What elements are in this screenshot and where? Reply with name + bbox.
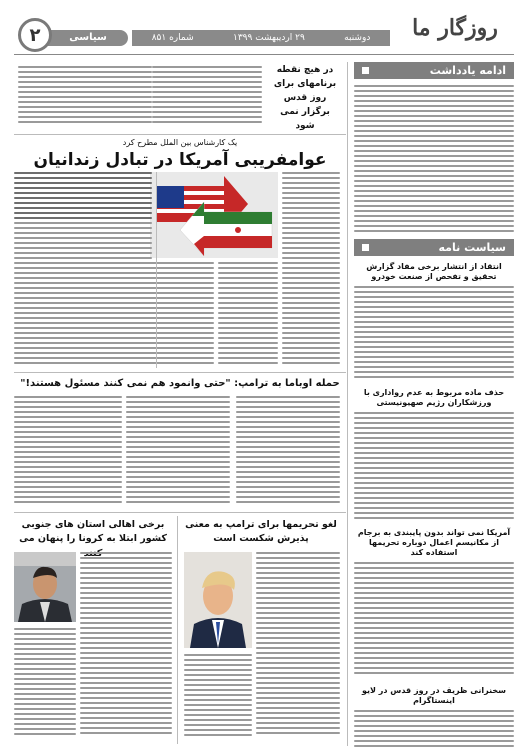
- trump-portrait-icon: [184, 552, 252, 648]
- page-number-badge: [18, 18, 52, 52]
- obama-body-3: [14, 396, 122, 508]
- logo: [396, 12, 514, 44]
- main-headline: عوامفریبی آمریکا در تبادل زندانیان: [33, 150, 327, 170]
- top-box-body: [152, 66, 262, 128]
- editorial-body: [354, 85, 514, 233]
- virus-headline: برخی اهالی استان های جنوبی کشور ابتلا به کرونا را پنهان می: [19, 519, 167, 545]
- mid-rule: [14, 372, 346, 373]
- section-label: سیاسی: [69, 32, 107, 43]
- masthead: [0, 0, 524, 62]
- policy-item-2-body: [354, 412, 514, 522]
- policy-title: سیاست نامه: [438, 241, 506, 254]
- issue-label: شماره ۸۵۱: [151, 33, 194, 43]
- square-icon: [362, 67, 369, 74]
- section-tab: [48, 30, 128, 46]
- masthead-rule: [14, 54, 514, 55]
- main-body-right: [282, 172, 340, 368]
- editorial-title: ادامه یادداشت: [429, 64, 506, 77]
- editorial-title-bar: [354, 62, 514, 79]
- policy-item-1-head: انتقاد از انتشار برخی مفاد گزارش تحقیق و تفحص از صنعت خودرو: [366, 262, 502, 281]
- us-iran-flags-icon: [150, 172, 278, 258]
- main-body-mid-1: [150, 262, 214, 368]
- virus-body-2: [14, 628, 76, 742]
- official-photo: [14, 552, 76, 622]
- main-body-mid-2: [218, 262, 278, 368]
- policy-item-4-body: [354, 710, 514, 750]
- top-left-body: [18, 66, 152, 128]
- policy-item-3-head: آمریکا نمی تواند بدون پایبندی به برجام از مکانیسم اعمال دوباره تحریمها استفاده کند: [357, 528, 511, 557]
- policy-item-4-head: سخنرانی ظریف در روز قدس در لایو اینستاگرام: [362, 686, 506, 705]
- policy-item-1-body: [354, 286, 514, 382]
- day-label: دوشنبه: [344, 33, 371, 43]
- right-column: [354, 62, 514, 746]
- logo-text: روزگار ما: [412, 15, 498, 41]
- flags-image: [150, 172, 278, 258]
- policy-item-3-body: [354, 562, 514, 680]
- obama-body-1: [236, 396, 340, 508]
- page-number: ۲: [29, 24, 41, 46]
- policy-item-2-head: حذف ماده مربوط به عدم رواداری با ورزشکاران رژیم صهیونیستی: [363, 388, 505, 407]
- trump-headline: لغو تحریمها برای ترامپ به معنی پذیرش شکست است: [185, 519, 337, 545]
- trump-body-1: [256, 552, 340, 742]
- trump-body-2: [184, 654, 252, 742]
- policy-title-bar: [354, 239, 514, 256]
- obama-body-2: [126, 396, 230, 508]
- lower-rule: [14, 512, 346, 513]
- top-box: [270, 64, 340, 134]
- obama-headline: حمله اوباما به ترامپ: "حتی وانمود هم نمی کنند مسئول هستند!": [20, 378, 340, 389]
- top-box-headline: در هیچ نقطه برنامهای برای روز قدس برگزار نمی شود: [273, 65, 337, 131]
- story-divider: [156, 172, 157, 368]
- main-body-left: [14, 172, 152, 368]
- main-kicker: یک کارشناس بین الملل مطرح کرد: [122, 138, 238, 147]
- square-icon: [362, 244, 369, 251]
- top-rule: [14, 134, 346, 135]
- date-label: ۲۹ اردیبهشت ۱۳۹۹: [232, 33, 305, 43]
- lower-divider: [177, 516, 178, 744]
- official-portrait-icon: [14, 552, 76, 622]
- trump-photo: [184, 552, 252, 648]
- column-divider: [347, 62, 348, 746]
- virus-body-1: [80, 552, 172, 742]
- date-bar: [132, 30, 390, 46]
